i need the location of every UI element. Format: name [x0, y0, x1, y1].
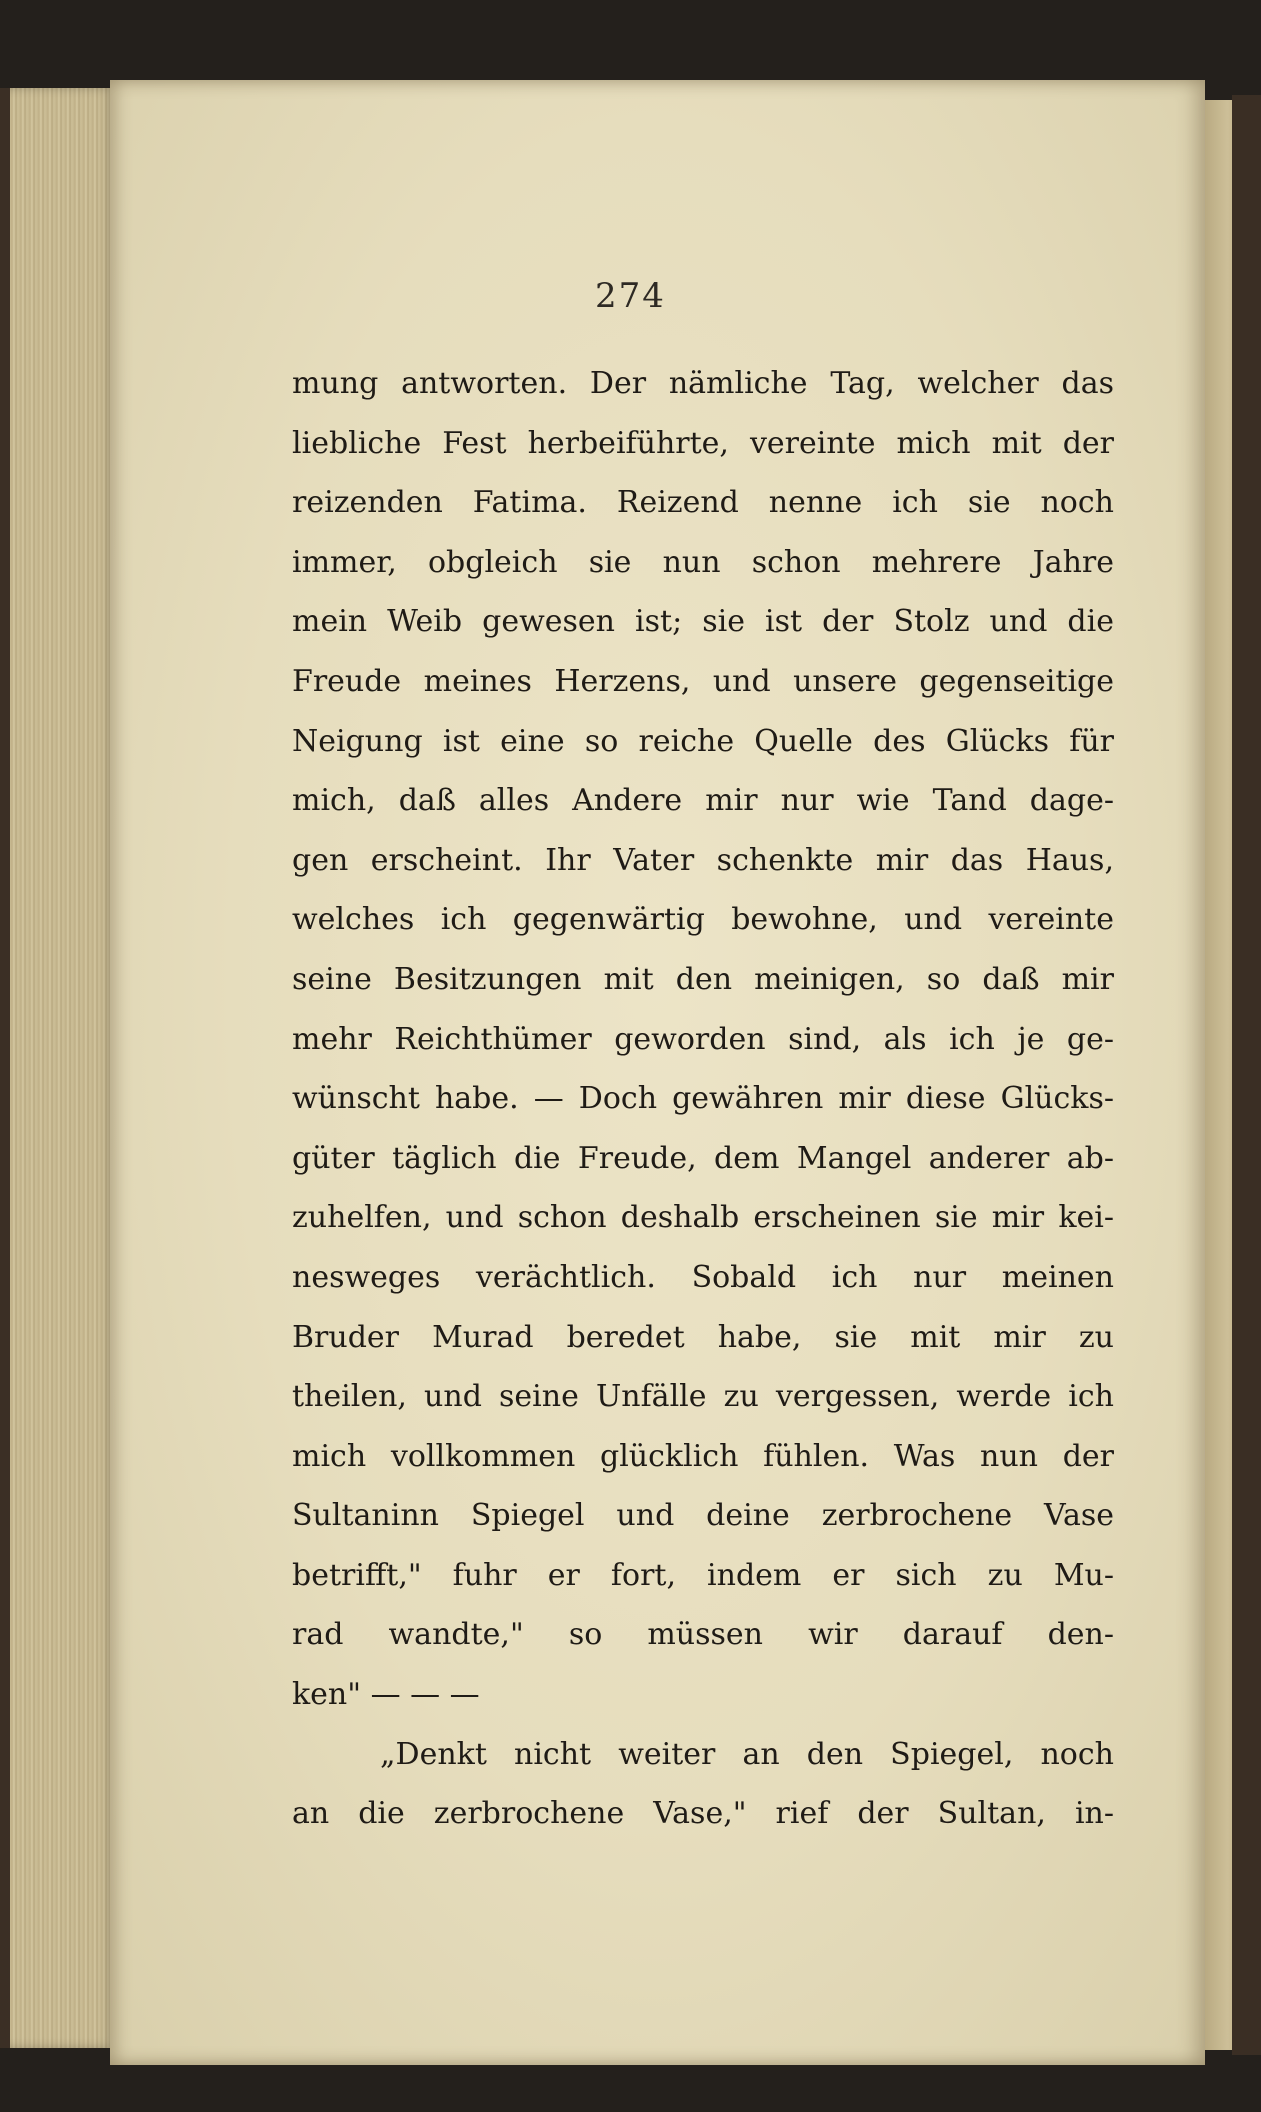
- text-line: nesweges verächtlich. Sobald ich nur meinen: [292, 1259, 1114, 1295]
- text-line: betrifft," fuhr er fort, indem er sich zu Mu-: [292, 1557, 1114, 1593]
- text-line: welches ich gegenwärtig bewohne, und vereinte: [292, 902, 1114, 938]
- text-line: liebliche Fest herbeiführte, vereinte mich mit der: [292, 425, 1114, 461]
- text-line: seine Besitzungen mit den meinigen, so daß mir: [292, 961, 1114, 997]
- text-line: mich, daß alles Andere mir nur wie Tand dage-: [292, 783, 1114, 819]
- text-line: rad wandte," so müssen wir darauf den-: [292, 1617, 1114, 1653]
- left-binding-shadow: [0, 88, 10, 2048]
- text-line: Sultaninn Spiegel und deine zerbrochene Vase: [292, 1498, 1114, 1534]
- text-line: Bruder Murad beredet habe, sie mit mir zu: [292, 1319, 1114, 1355]
- text-line: mein Weib gewesen ist; sie ist der Stolz und die: [292, 604, 1114, 640]
- left-page-edges: [0, 88, 115, 2048]
- text-line: gen erscheint. Ihr Vater schenkte mir das Haus,: [292, 842, 1114, 878]
- text-line: theilen, und seine Unfälle zu vergessen, werde ich: [292, 1379, 1114, 1415]
- text-line: mehr Reichthümer geworden sind, als ich je ge-: [292, 1021, 1114, 1057]
- text-line: Freude meines Herzens, und unsere gegenseitige: [292, 663, 1114, 699]
- text-line: immer, obgleich sie nun schon mehrere Jahre: [292, 544, 1114, 580]
- page-number: 274: [595, 276, 666, 316]
- text-line: güter täglich die Freude, dem Mangel anderer ab-: [292, 1140, 1114, 1176]
- text-line: wünscht habe. — Doch gewähren mir diese Glücks-: [292, 1081, 1114, 1117]
- text-line: ken" — — —: [292, 1677, 480, 1713]
- text-line: Neigung ist eine so reiche Quelle des Glücks für: [292, 723, 1114, 759]
- text-line: mung antworten. Der nämliche Tag, welcher das: [292, 366, 1114, 401]
- text-line: reizenden Fatima. Reizend nenne ich sie noch: [292, 485, 1114, 521]
- text-line: zuhelfen, und schon deshalb erscheinen sie mir kei-: [292, 1200, 1114, 1236]
- page-text: [292, 354, 1114, 1844]
- right-cover-edge: [1232, 95, 1261, 2055]
- text-line: mich vollkommen glücklich fühlen. Was nun der: [292, 1438, 1114, 1474]
- text-line: „Denkt nicht weiter an den Spiegel, noch: [380, 1736, 1114, 1772]
- text-line: an die zerbrochene Vase," rief der Sultan, in-: [292, 1796, 1114, 1832]
